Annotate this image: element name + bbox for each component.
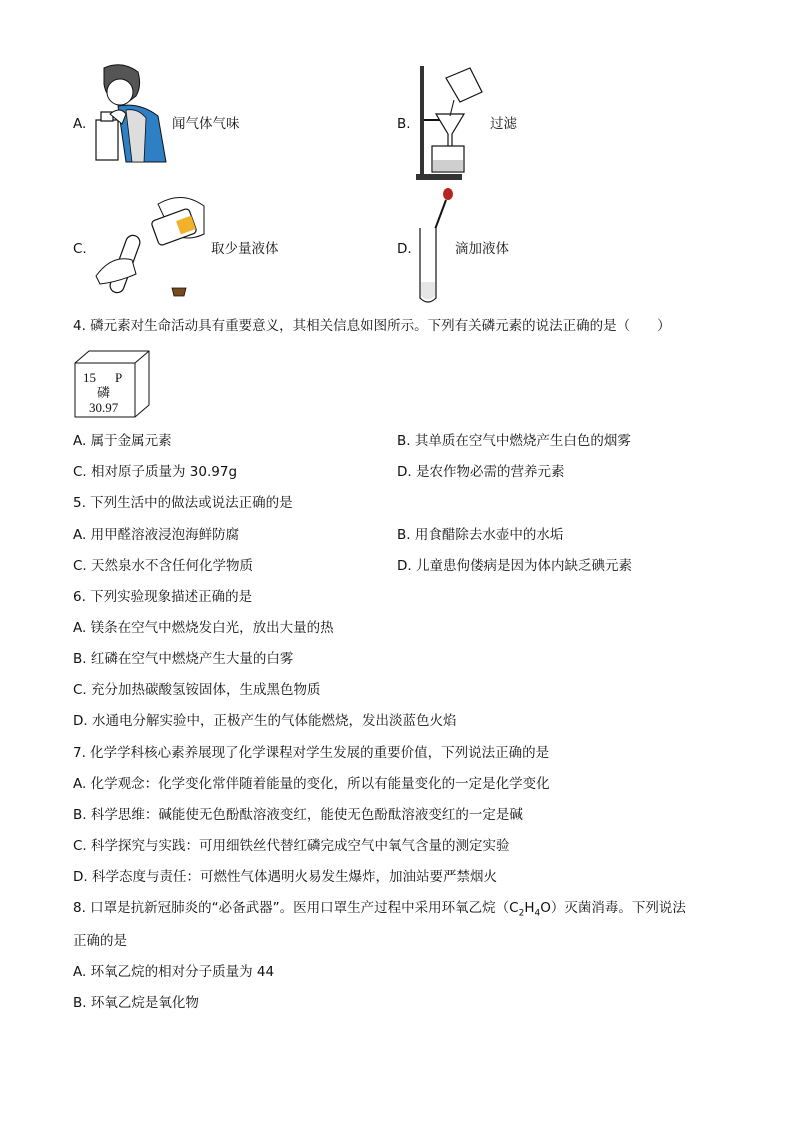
option-d-letter: D. (397, 241, 412, 257)
q7-option-a: A. 化学观念：化学变化常伴随着能量的变化，所以有能量变化的一定是化学变化 (73, 776, 550, 792)
atomic-number: 15 (83, 370, 96, 385)
q8-option-b: B. 环氧乙烷是氧化物 (73, 995, 199, 1011)
option-c-caption: 取少量液体 (211, 241, 279, 257)
element-name: 磷 (97, 385, 111, 400)
formula-o: O (540, 900, 551, 916)
element-card-phosphorus (73, 349, 151, 419)
option-b-letter: B. (397, 116, 411, 132)
q5-option-d: D. 儿童患佝偻病是因为体内缺乏碘元素 (397, 558, 632, 574)
question-7-stem: 7. 化学学科核心素养展现了化学课程对学生发展的重要价值，下列说法正确的是 (73, 745, 550, 761)
option-a-letter: A. (73, 116, 87, 132)
q5-option-a: A. 用甲醛溶液浸泡海鲜防腐 (73, 527, 240, 543)
option-a-caption: 闻气体气味 (172, 116, 240, 132)
q4-option-b: B. 其单质在空气中燃烧产生白色的烟雾 (397, 433, 631, 449)
q4-option-d: D. 是农作物必需的营养元素 (397, 464, 565, 480)
q4-option-a: A. 属于金属元素 (73, 433, 172, 449)
q8-stem-before: 8. 口罩是抗新冠肺炎的“必备武器”。医用口罩生产过程中采用环氧乙烷（ (73, 900, 510, 916)
option-b-caption: 过滤 (490, 116, 517, 132)
question-5-stem: 5. 下列生活中的做法或说法正确的是 (73, 495, 293, 511)
add-liquid-illustration (414, 186, 454, 306)
question-4-stem: 4. 磷元素对生命活动具有重要意义，其相关信息如图所示。下列有关磷元素的说法正确的是（ ） (73, 318, 671, 334)
formula-c: C (509, 900, 519, 916)
formula-sub-2: 2 (518, 908, 525, 919)
q4-option-c: C. 相对原子质量为 30.97g (73, 464, 238, 480)
option-d-caption: 滴加液体 (455, 241, 509, 257)
q6-option-b: B. 红磷在空气中燃烧产生大量的白雾 (73, 651, 294, 667)
q8-option-a: A. 环氧乙烷的相对分子质量为 44 (73, 964, 275, 980)
smell-gas-illustration (92, 62, 170, 164)
q8-stem-after: ）灭菌消毒。下列说法 (550, 900, 686, 916)
option-c-letter: C. (73, 241, 87, 257)
element-symbol: P (115, 370, 123, 385)
q7-option-b: B. 科学思维：碱能使无色酚酞溶液变红，能使无色酚酞溶液变红的一定是碱 (73, 807, 523, 823)
q5-option-c: C. 天然泉水不含任何化学物质 (73, 558, 254, 574)
q7-option-d: D. 科学态度与责任：可燃性气体遇明火易发生爆炸，加油站要严禁烟火 (73, 869, 497, 885)
q7-option-c: C. 科学探究与实践：可用细铁丝代替红磷完成空气中氧气含量的测定实验 (73, 838, 510, 854)
filtration-apparatus (414, 62, 490, 182)
take-liquid-illustration (92, 190, 210, 300)
formula-h: H (524, 900, 535, 916)
question-8-stem-line2: 正确的是 (73, 933, 127, 949)
q6-option-a: A. 镁条在空气中燃烧发白光，放出大量的热 (73, 620, 334, 636)
q6-option-c: C. 充分加热碳酸氢铵固体，生成黑色物质 (73, 682, 321, 698)
q5-option-b: B. 用食醋除去水壶中的水垢 (397, 527, 564, 543)
formula-sub-4: 4 (534, 908, 541, 919)
q6-option-d: D. 水通电分解实验中，正极产生的气体能燃烧，发出淡蓝色火焰 (73, 713, 457, 729)
atomic-mass: 30.97 (89, 400, 119, 415)
question-6-stem: 6. 下列实验现象描述正确的是 (73, 589, 253, 605)
question-8-stem-line1 (73, 899, 686, 923)
